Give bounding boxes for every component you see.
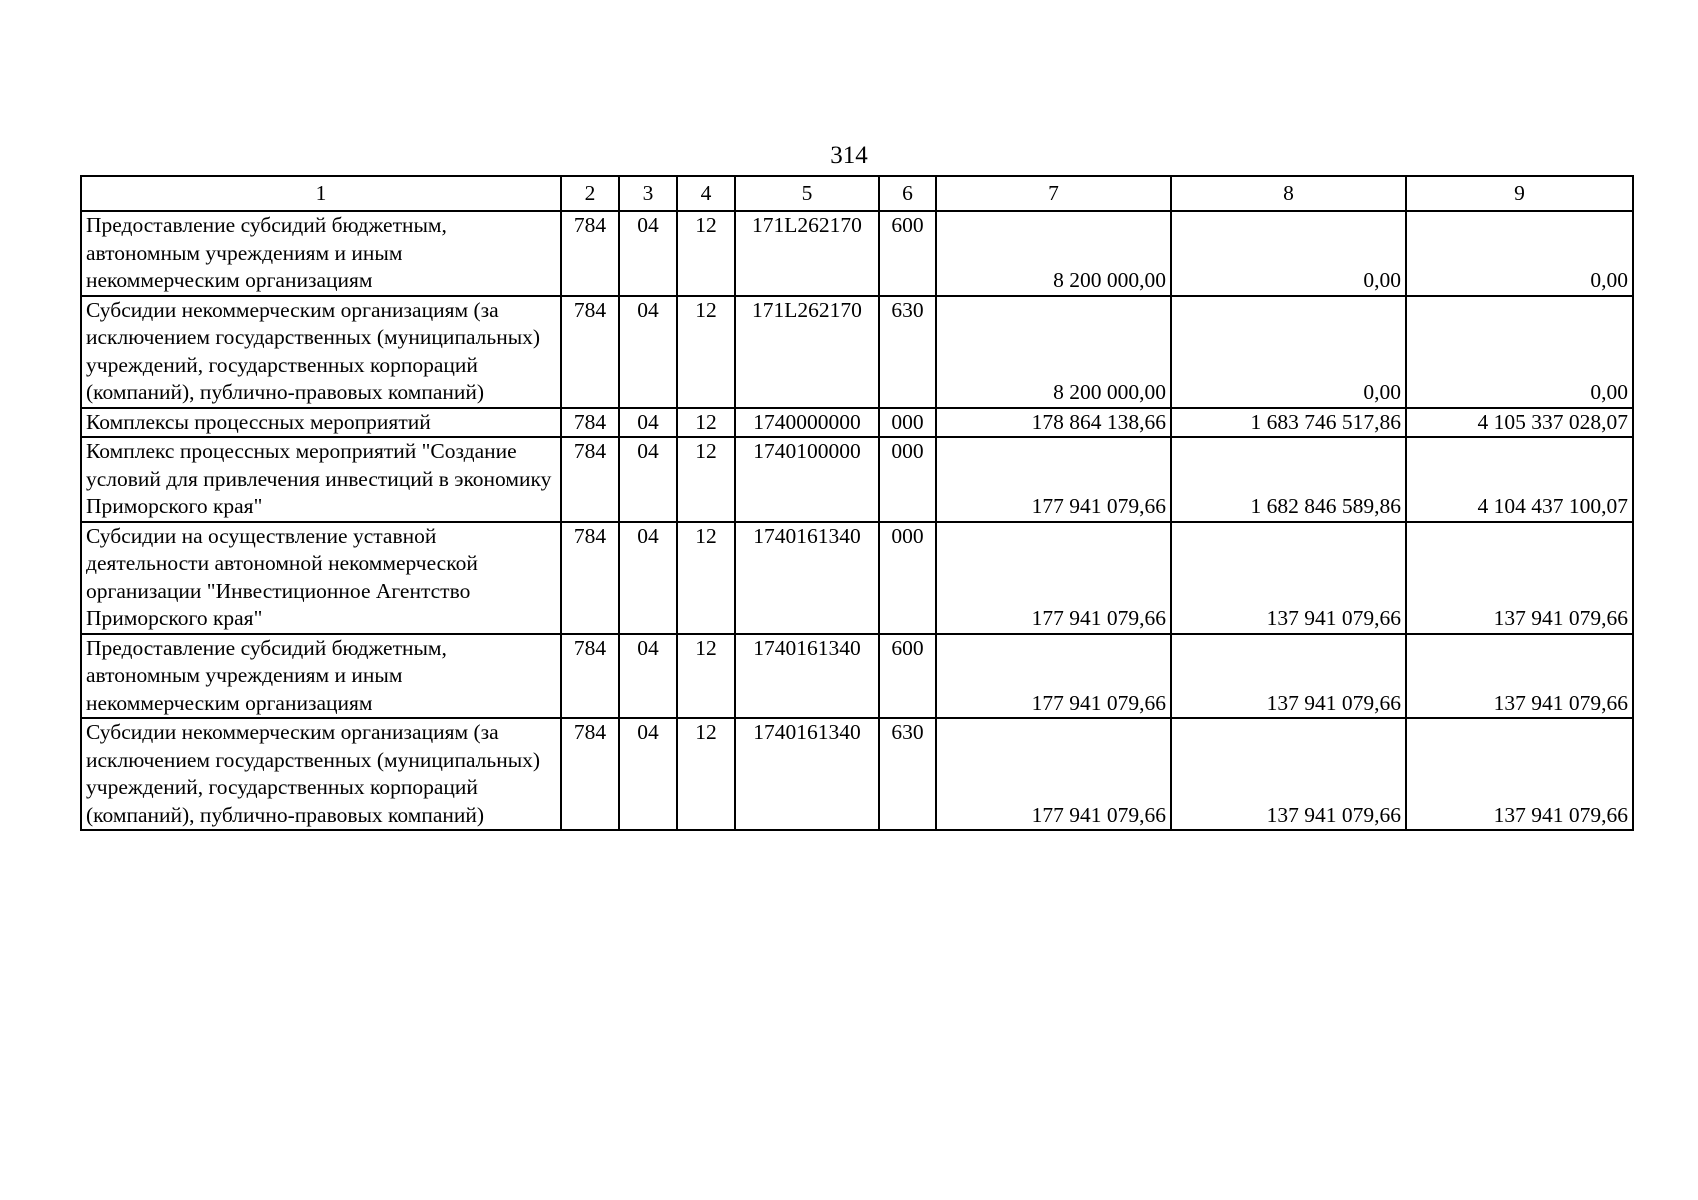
row-amount-9: 0,00 bbox=[1406, 296, 1633, 408]
budget-table bbox=[80, 175, 1634, 831]
table-row bbox=[81, 437, 1633, 522]
row-name: Предоставление субсидий бюджетным, автономным учреждениям и иным некоммерческим организациям bbox=[81, 634, 561, 719]
table-row bbox=[81, 634, 1633, 719]
row-amount-7: 177 941 079,66 bbox=[936, 634, 1171, 719]
header-cell-1: 1 bbox=[81, 176, 561, 211]
row-code-6: 000 bbox=[879, 408, 936, 438]
row-amount-8: 1 683 746 517,86 bbox=[1171, 408, 1406, 438]
row-code-6: 000 bbox=[879, 522, 936, 634]
header-cell-5: 5 bbox=[735, 176, 879, 211]
row-code-3: 04 bbox=[619, 211, 677, 296]
row-amount-9: 137 941 079,66 bbox=[1406, 522, 1633, 634]
row-name: Комплексы процессных мероприятий bbox=[81, 408, 561, 438]
row-code-3: 04 bbox=[619, 408, 677, 438]
table-row bbox=[81, 211, 1633, 296]
row-code-6: 630 bbox=[879, 718, 936, 830]
row-code-3: 04 bbox=[619, 522, 677, 634]
row-code-3: 04 bbox=[619, 718, 677, 830]
row-name: Предоставление субсидий бюджетным, автономным учреждениям и иным некоммерческим организациям bbox=[81, 211, 561, 296]
row-code-4: 12 bbox=[677, 296, 735, 408]
row-amount-7: 177 941 079,66 bbox=[936, 718, 1171, 830]
row-code-4: 12 bbox=[677, 718, 735, 830]
row-code-2: 784 bbox=[561, 437, 619, 522]
row-code-6: 000 bbox=[879, 437, 936, 522]
row-amount-8: 137 941 079,66 bbox=[1171, 522, 1406, 634]
row-code-3: 04 bbox=[619, 296, 677, 408]
row-code-3: 04 bbox=[619, 634, 677, 719]
row-code-5: 171L262170 bbox=[735, 296, 879, 408]
header-cell-2: 2 bbox=[561, 176, 619, 211]
header-row bbox=[81, 176, 1633, 211]
row-code-2: 784 bbox=[561, 718, 619, 830]
row-name: Комплекс процессных мероприятий "Создание условий для привлечения инвестиций в экономику Приморского края" bbox=[81, 437, 561, 522]
row-code-4: 12 bbox=[677, 522, 735, 634]
row-code-2: 784 bbox=[561, 296, 619, 408]
row-code-3: 04 bbox=[619, 437, 677, 522]
header-cell-9: 9 bbox=[1406, 176, 1633, 211]
row-amount-8: 0,00 bbox=[1171, 211, 1406, 296]
row-amount-9: 0,00 bbox=[1406, 211, 1633, 296]
row-amount-7: 8 200 000,00 bbox=[936, 211, 1171, 296]
row-code-4: 12 bbox=[677, 211, 735, 296]
row-code-4: 12 bbox=[677, 408, 735, 438]
row-code-5: 171L262170 bbox=[735, 211, 879, 296]
header-cell-6: 6 bbox=[879, 176, 936, 211]
table-row bbox=[81, 408, 1633, 438]
row-amount-8: 137 941 079,66 bbox=[1171, 634, 1406, 719]
table-row bbox=[81, 718, 1633, 830]
header-cell-8: 8 bbox=[1171, 176, 1406, 211]
row-amount-9: 137 941 079,66 bbox=[1406, 634, 1633, 719]
row-code-5: 1740100000 bbox=[735, 437, 879, 522]
table-row bbox=[81, 296, 1633, 408]
row-amount-7: 8 200 000,00 bbox=[936, 296, 1171, 408]
row-amount-8: 1 682 846 589,86 bbox=[1171, 437, 1406, 522]
row-name: Субсидии на осуществление уставной деятельности автономной некоммерческой организации "Инвестиционное Агентство Приморского края" bbox=[81, 522, 561, 634]
row-code-5: 1740000000 bbox=[735, 408, 879, 438]
row-amount-9: 137 941 079,66 bbox=[1406, 718, 1633, 830]
row-code-2: 784 bbox=[561, 211, 619, 296]
row-code-5: 1740161340 bbox=[735, 634, 879, 719]
row-amount-8: 0,00 bbox=[1171, 296, 1406, 408]
row-name: Субсидии некоммерческим организациям (за исключением государственных (муниципальных) учреждений, государственных корпораций (компаний), публично-правовых компаний) bbox=[81, 718, 561, 830]
row-amount-8: 137 941 079,66 bbox=[1171, 718, 1406, 830]
page-number: 314 bbox=[830, 142, 868, 169]
row-amount-7: 178 864 138,66 bbox=[936, 408, 1171, 438]
row-code-6: 630 bbox=[879, 296, 936, 408]
row-code-6: 600 bbox=[879, 211, 936, 296]
header-cell-3: 3 bbox=[619, 176, 677, 211]
row-code-2: 784 bbox=[561, 634, 619, 719]
row-amount-7: 177 941 079,66 bbox=[936, 437, 1171, 522]
row-code-4: 12 bbox=[677, 634, 735, 719]
row-code-6: 600 bbox=[879, 634, 936, 719]
row-code-2: 784 bbox=[561, 408, 619, 438]
header-cell-7: 7 bbox=[936, 176, 1171, 211]
row-amount-9: 4 104 437 100,07 bbox=[1406, 437, 1633, 522]
table-row bbox=[81, 522, 1633, 634]
row-code-5: 1740161340 bbox=[735, 522, 879, 634]
row-code-4: 12 bbox=[677, 437, 735, 522]
row-code-2: 784 bbox=[561, 522, 619, 634]
row-name: Субсидии некоммерческим организациям (за исключением государственных (муниципальных) учреждений, государственных корпораций (компаний), публично-правовых компаний) bbox=[81, 296, 561, 408]
row-amount-9: 4 105 337 028,07 bbox=[1406, 408, 1633, 438]
row-amount-7: 177 941 079,66 bbox=[936, 522, 1171, 634]
header-cell-4: 4 bbox=[677, 176, 735, 211]
row-code-5: 1740161340 bbox=[735, 718, 879, 830]
